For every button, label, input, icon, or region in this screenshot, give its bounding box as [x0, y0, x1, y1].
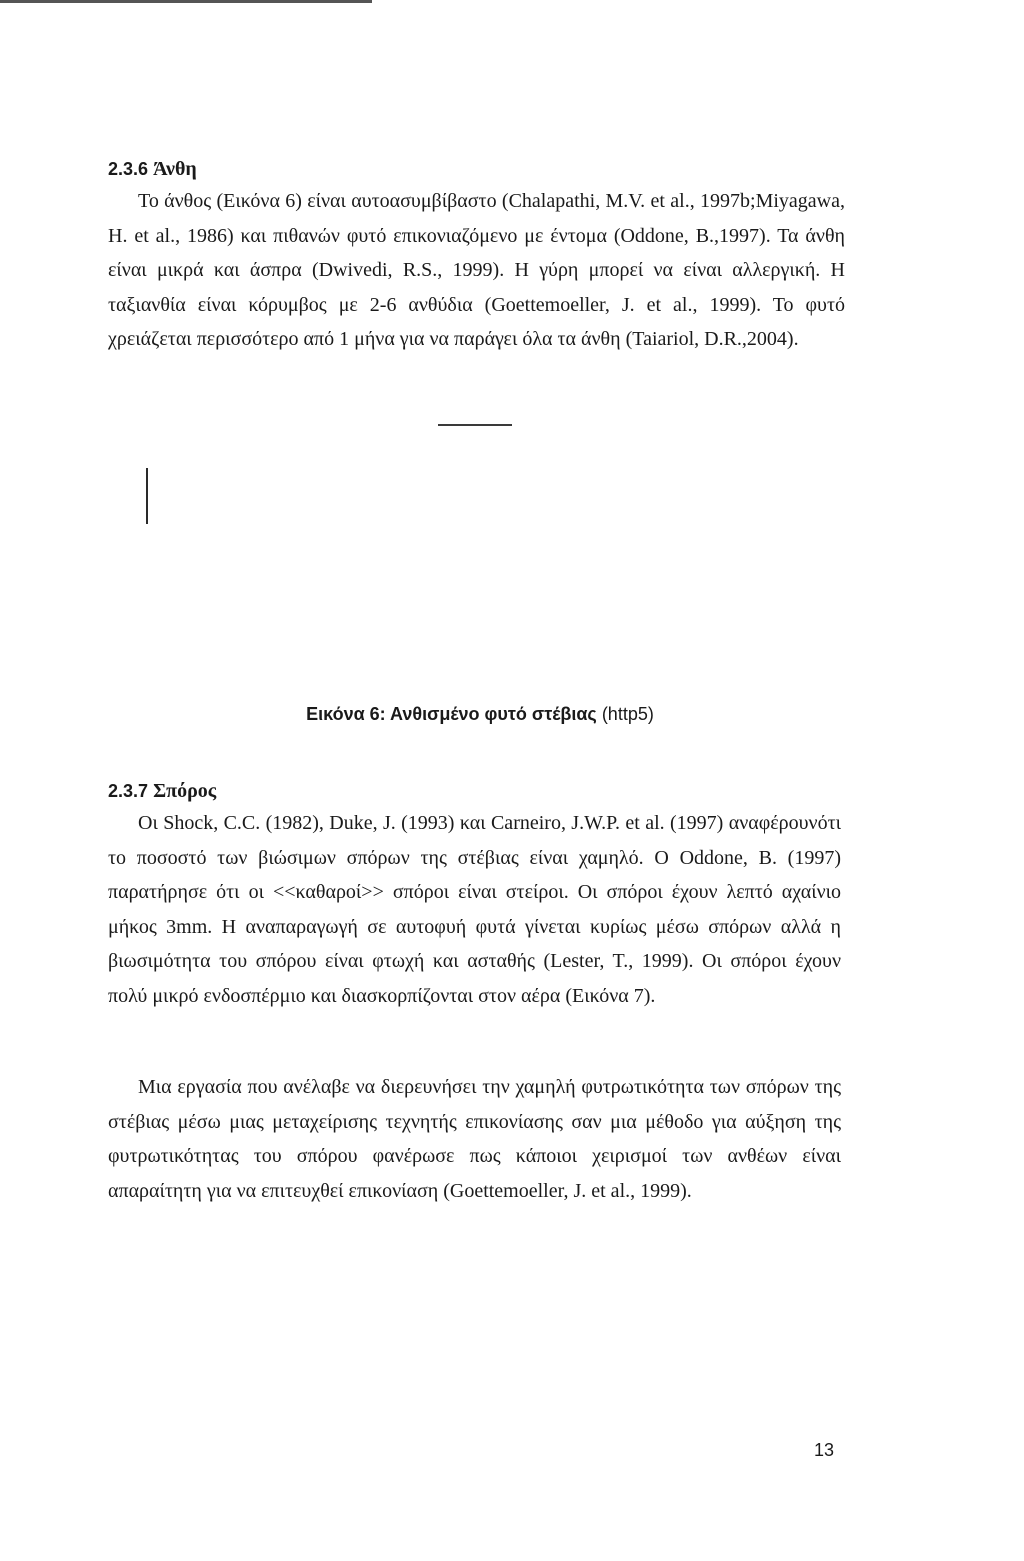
figure-edge-mark	[438, 424, 512, 426]
seed-paragraph-1: Οι Shock, C.C. (1982), Duke, J. (1993) και Carneiro, J.W.P. et al. (1997) αναφέρουνότι το ποσοστό των βιώσιμων σπόρων της στέβιας είναι χαμηλό. Ο Oddone, B. (1997) παρατήρησε ότι οι <<καθαροί>> σπόροι είναι στείροι. Οι σπόροι έχουν λεπτό αχαίνιο μήκος 3mm. Η αναπαραγωγή σε αυτοφυή φυτά γίνεται κυρίως μέσω σπόρων αλλά η βιωσιμότητα του σπόρου είναι φτωχή και ασταθής (Lester, T., 1999). Οι σπόροι έχουν πολύ μικρό ενδοσπέρμιο και διασκορπίζονται στον αέρα (Εικόνα 7).	[108, 812, 841, 1007]
section-title: Σπόρος	[153, 780, 217, 802]
seed-paragraph-2: Μια εργασία που ανέλαβε να διερευνήσει την χαμηλή φυτρωτικότητα των σπόρων της στέβιας μέσω μιας μεταχείρισης τεχνητής επικονίασης σαν μια μέθοδο για αύξηση της φυτρωτικότητας του σπόρου φανέρωσε πως κάποιοι χειρισμοί των ανθέων είναι απαραίτητη για να επιτευχθεί επικονίαση (Goettemoeller, J. et al., 1999).	[108, 1076, 841, 1202]
section-heading-seed	[108, 780, 216, 802]
figure-image-placeholder	[108, 412, 846, 672]
figure-edge-mark	[146, 468, 148, 524]
figure-caption-source: (http5)	[601, 704, 654, 724]
section-number: 2.3.7	[108, 781, 149, 801]
section-heading-flowers	[108, 158, 197, 180]
section-number: 2.3.6	[108, 159, 149, 179]
top-edge-rule	[0, 0, 372, 3]
page-number: 13	[814, 1440, 835, 1460]
figure-caption	[0, 703, 960, 725]
section-title: Άνθη	[153, 158, 197, 180]
flowers-paragraph: Το άνθος (Εικόνα 6) είναι αυτοασυμβίβαστο (Chalapathi, M.V. et al., 1997b;Miyagawa, H. et al., 1986) και πιθανών φυτό επικονιαζόμενο με έντομα (Oddone, B.,1997). Τα άνθη είναι μικρά και άσπρα (Dwivedi, R.S., 1999). Η γύρη μπορεί να είναι αλλεργική. Η ταξιανθία είναι κόρυμβος με 2-6 ανθύδια (Goettemoeller, J. et al., 1999). Το φυτό χρειάζεται περισσότερο από 1 μήνα για να παράγει όλα τα άνθη (Taiariol, D.R.,2004).	[108, 190, 845, 350]
figure-caption-label: Εικόνα 6: Ανθισμένο φυτό στέβιας	[306, 704, 597, 724]
